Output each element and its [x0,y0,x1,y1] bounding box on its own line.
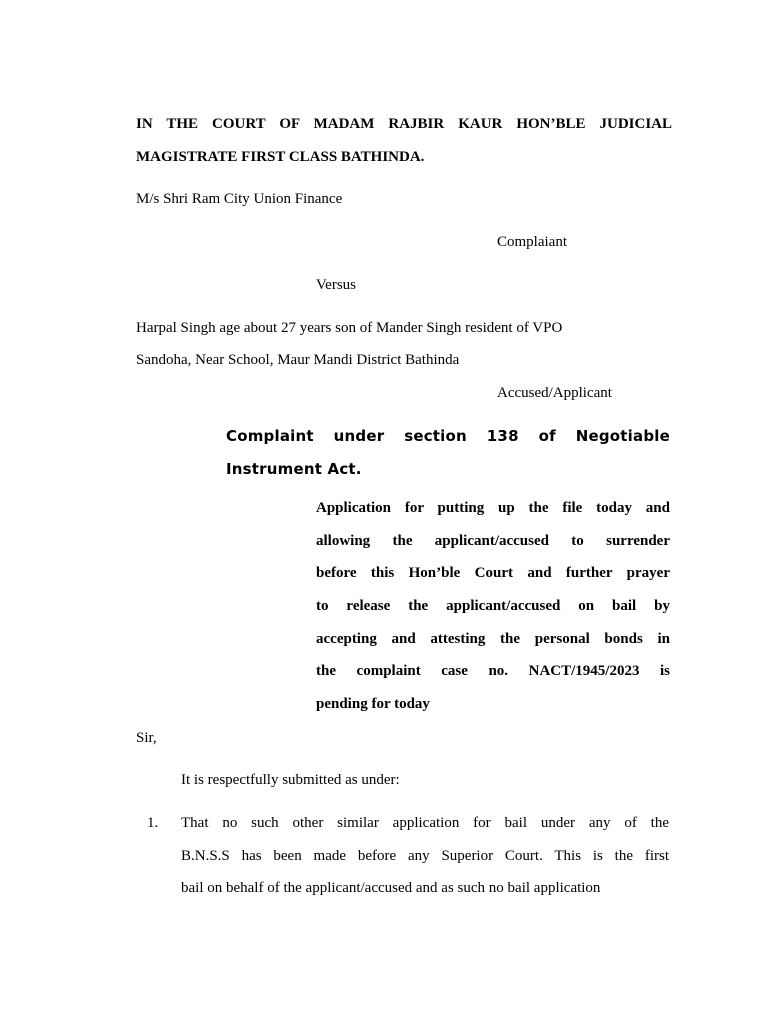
accused-role: Accused/Applicant [497,385,612,401]
salutation: Sir, [136,730,157,746]
complaint-title-line-1: Complaint under section 138 of Negotiable [226,427,670,445]
application-line-4: to release the applicant/accused on bail by [316,598,670,614]
application-line-1: Application for putting up the file today and [316,500,670,516]
point-number: 1. [147,815,159,831]
complainant-role: Complaiant [497,234,567,250]
point-1-line-2: B.N.S.S has been made before any Superior Court. This is the first [181,848,669,864]
application-line-6: the complaint case no. NACT/1945/2023 is [316,663,670,679]
complaint-title-line-2: Instrument Act. [226,460,362,478]
complainant-name: M/s Shri Ram City Union Finance [136,191,343,207]
court-heading-line-2: MAGISTRATE FIRST CLASS BATHINDA. [136,149,425,165]
court-heading-line-1: IN THE COURT OF MADAM RAJBIR KAUR HON’BLE JUDICIAL [136,116,672,132]
application-line-5: accepting and attesting the personal bonds in [316,631,670,647]
application-line-2: allowing the applicant/accused to surrender [316,533,670,549]
versus-label: Versus [316,277,356,293]
application-line-3: before this Hon’ble Court and further prayer [316,565,670,581]
point-1-line-3: bail on behalf of the applicant/accused and as such no bail application [181,880,601,896]
application-line-7: pending for today [316,696,430,712]
point-1-line-1: That no such other similar application for bail under any of the [181,815,669,831]
accused-details-line-2: Sandoha, Near School, Maur Mandi District Bathinda [136,352,460,368]
intro-statement: It is respectfully submitted as under: [181,772,400,788]
accused-details-line-1: Harpal Singh age about 27 years son of Mander Singh resident of VPO [136,320,563,336]
